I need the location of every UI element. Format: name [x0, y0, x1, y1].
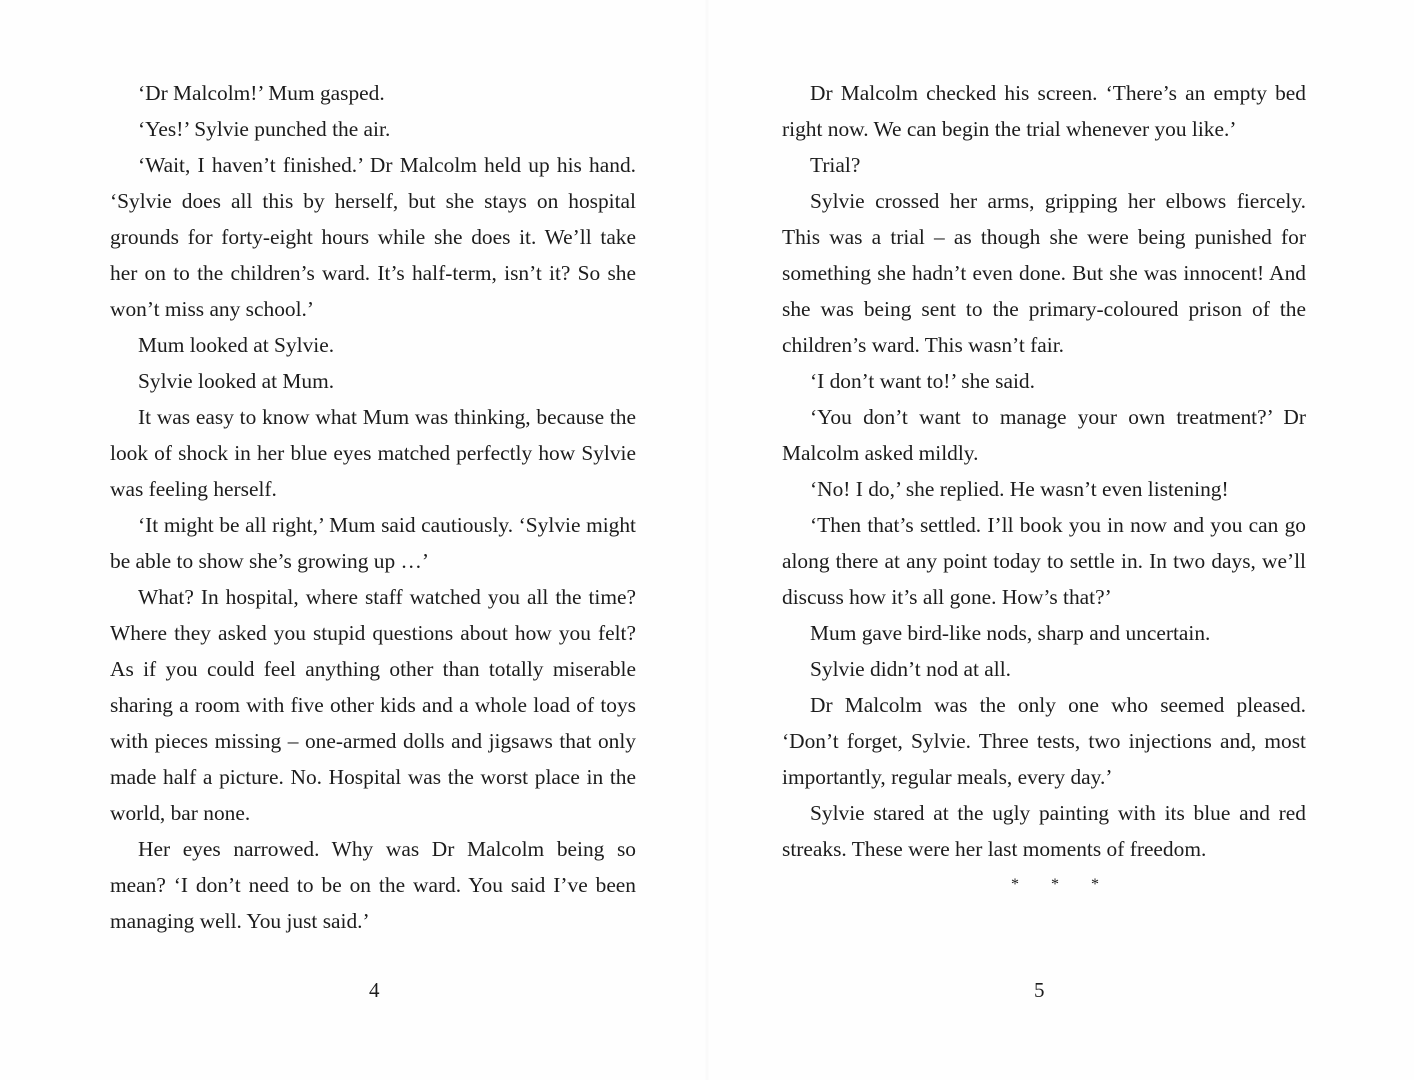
section-break: * * * [1011, 876, 1113, 893]
paragraph: ‘Then that’s settled. I’ll book you in now and you can go along there at any point today to settle in. In two days, we’ll discuss how it’s all gone. How’s that?’ [782, 513, 1306, 609]
paragraph: What? In hospital, where staff watched you all the time? Where they asked you stupid questions about how you felt? As if you could feel anything other than totally miserable sharing a room with five other kids and a whole load of toys with pieces missing – one-armed dolls and jigsaws that only made half a picture. No. Hospital was the worst place in the world, bar none. [110, 585, 636, 825]
paragraph: ‘Dr Malcolm!’ Mum gasped. [138, 81, 385, 105]
paragraph: ‘I don’t want to!’ she said. [810, 369, 1035, 393]
paragraph: Sylvie didn’t nod at all. [810, 657, 1012, 681]
paragraph: Sylvie stared at the ugly painting with its blue and red streaks. These were her last moments of freedom. [782, 801, 1306, 861]
paragraph: Sylvie looked at Mum. [138, 369, 335, 393]
right-page-body [782, 75, 1306, 903]
paragraph: Mum looked at Sylvie. [138, 333, 335, 357]
paragraph: ‘You don’t want to manage your own treatment?’ Dr Malcolm asked mildly. [782, 405, 1306, 465]
paragraph: Dr Malcolm checked his screen. ‘There’s an empty bed right now. We can begin the trial whenever you like.’ [782, 81, 1306, 141]
paragraph: Trial? [810, 153, 861, 177]
paragraph: Mum gave bird-like nods, sharp and uncertain. [810, 621, 1211, 645]
paragraph: ‘It might be all right,’ Mum said cautiously. ‘Sylvie might be able to show she’s growing up …’ [110, 513, 636, 573]
paragraph: ‘Wait, I haven’t finished.’ Dr Malcolm held up his hand. ‘Sylvie does all this by herself, but she stays on hospital grounds for forty-eight hours while she does it. We’ll take her on to the children’s ward. It’s half-term, isn’t it? So she won’t miss any school.’ [110, 153, 636, 321]
paragraph: It was easy to know what Mum was thinking, because the look of shock in her blue eyes matched perfectly how Sylvie was feeling herself. [110, 405, 636, 501]
right-page [707, 0, 1414, 1080]
left-page-body [110, 75, 636, 939]
paragraph: Dr Malcolm was the only one who seemed pleased. ‘Don’t forget, Sylvie. Three tests, two injections and, most importantly, regular meals, every day.’ [782, 693, 1306, 789]
paragraph: Sylvie crossed her arms, gripping her elbows fiercely. This was a trial – as though she were being punished for something she hadn’t even done. But she was innocent! And she was being sent to the primary-coloured prison of the children’s ward. This wasn’t fair. [782, 189, 1306, 357]
paragraph: ‘Yes!’ Sylvie punched the air. [138, 117, 391, 141]
paragraph: Her eyes narrowed. Why was Dr Malcolm being so mean? ‘I don’t need to be on the ward. You said I’ve been managing well. You just said.’ [110, 837, 636, 933]
paragraph: ‘No! I do,’ she replied. He wasn’t even listening! [810, 477, 1229, 501]
page-number-left: 4 [369, 978, 380, 1002]
page-number-right: 5 [1034, 978, 1045, 1002]
